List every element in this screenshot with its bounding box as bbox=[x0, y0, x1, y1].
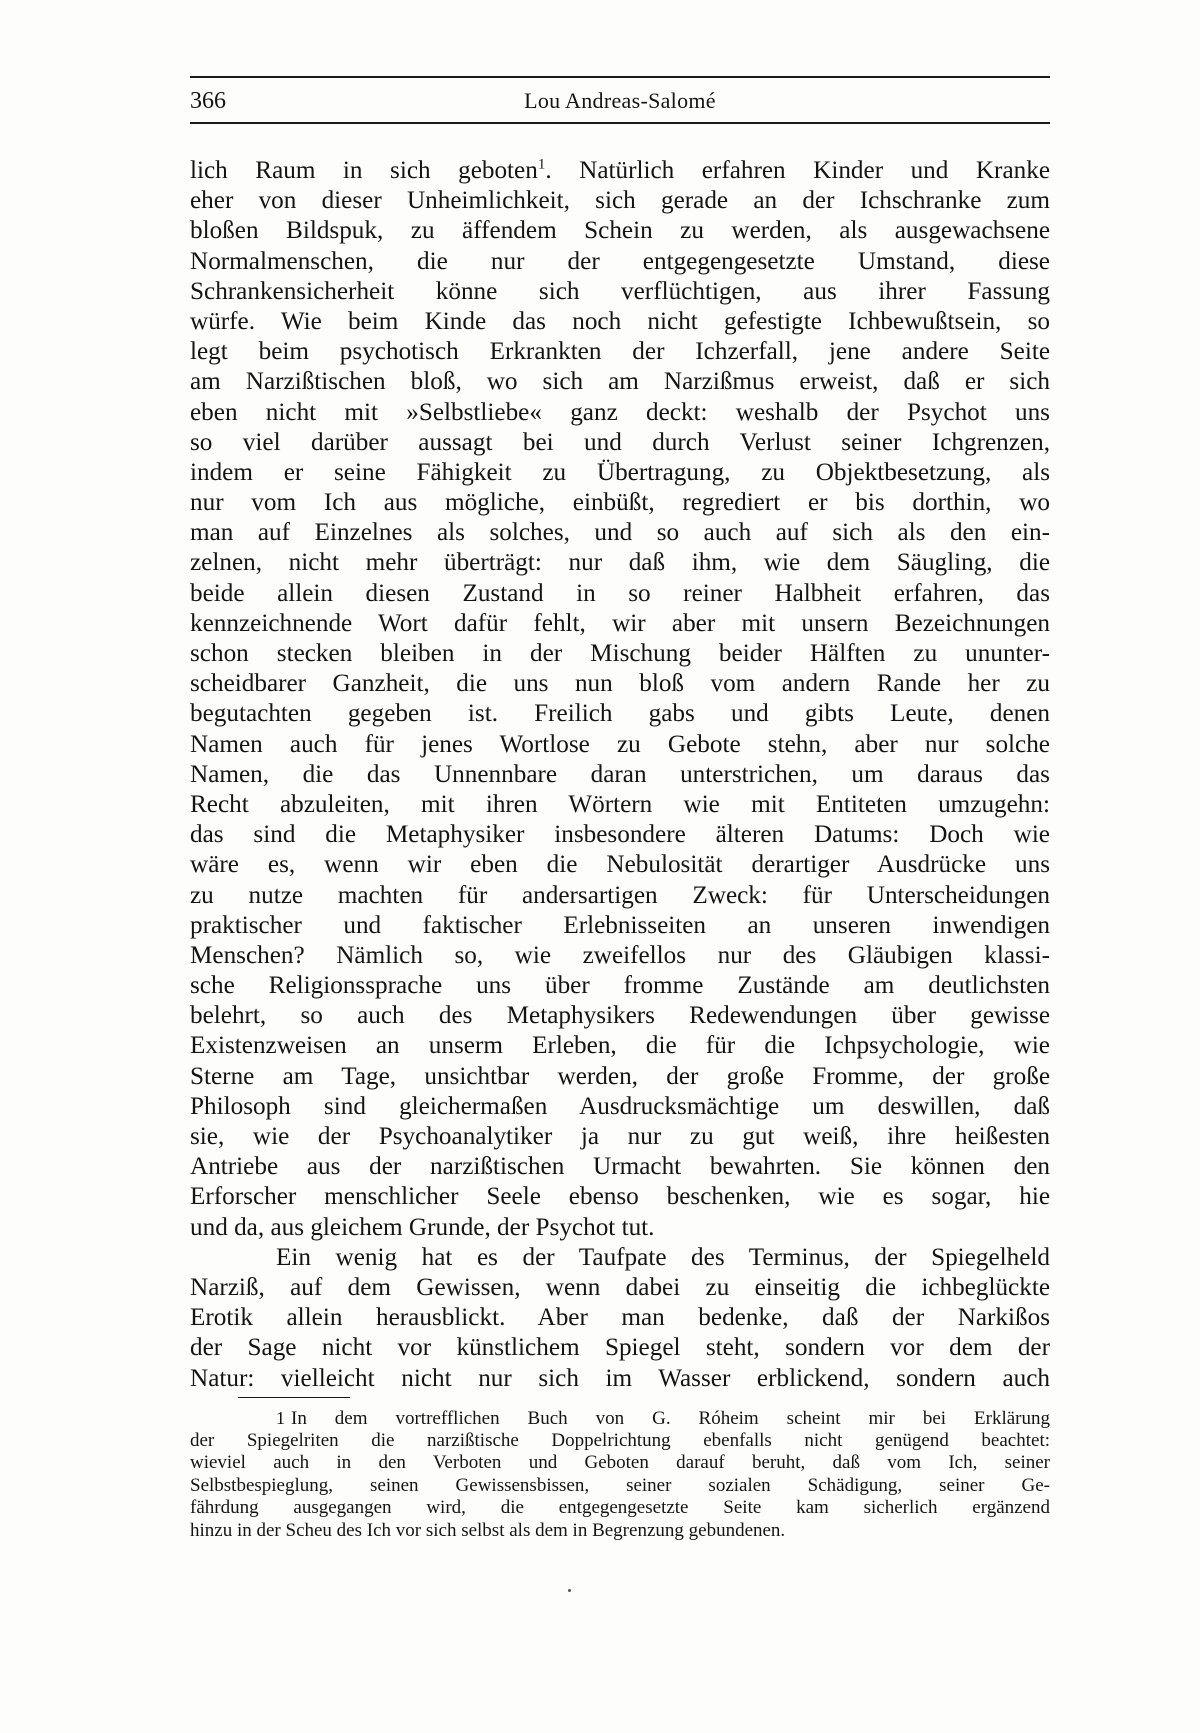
text-line: wäre es, wenn wir eben die Nebulosität derartiger Ausdrücke uns bbox=[190, 851, 1050, 879]
footnote-line: 1 In dem vortrefflichen Buch von G. Róheim scheint mir bei Erklärung bbox=[276, 1408, 1050, 1429]
text-line: kennzeichnende Wort dafür fehlt, wir aber mit unsern Bezeichnungen bbox=[190, 609, 1050, 637]
text-line: scheidbarer Ganzheit, die uns nun bloß vom andern Rande her zu bbox=[190, 670, 1050, 698]
text-line: nur vom Ich aus mögliche, einbüßt, regrediert er bis dorthin, wo bbox=[190, 489, 1050, 517]
text-line: so viel darüber aussagt bei und durch Verlust seiner Ichgrenzen, bbox=[190, 428, 1050, 456]
text-line: man auf Einzelnes als solches, und so auch auf sich als den ein- bbox=[190, 519, 1050, 547]
text-line: und da, aus gleichem Grunde, der Psychot tut. bbox=[190, 1213, 655, 1241]
text-line: Recht abzuleiten, mit ihren Wörtern wie mit Entiteten umzugehn: bbox=[190, 790, 1050, 818]
footnote-rule bbox=[238, 1397, 350, 1398]
text-line: das sind die Metaphysiker insbesondere älteren Datums: Doch wie bbox=[190, 821, 1050, 849]
text-line: Namen auch für jenes Wortlose zu Gebote stehn, aber nur solche bbox=[190, 730, 1050, 758]
text-line: Erotik allein herausblickt. Aber man bedenke, daß der Narkißos bbox=[190, 1304, 1050, 1332]
text-line: sie, wie der Psychoanalytiker ja nur zu gut weiß, ihre heißesten bbox=[190, 1123, 1050, 1150]
footnote-line: fährdung ausgegangen wird, die entgegengesetzte Seite kam sicherlich ergänzend bbox=[190, 1497, 1050, 1518]
running-head: Lou Andreas-Salomé bbox=[524, 88, 716, 113]
text-line: Narziß, auf dem Gewissen, wenn dabei zu einseitig die ichbeglückte bbox=[190, 1273, 1050, 1301]
text-line: sche Religionssprache uns über fromme Zustände am deutlichsten bbox=[190, 972, 1050, 1000]
text-line: zu nutze machten für andersartigen Zweck: für Unterscheidungen bbox=[190, 881, 1050, 909]
footnote bbox=[190, 1407, 1050, 1542]
text-line: Sterne am Tage, unsichtbar werden, der große Fromme, der große bbox=[190, 1062, 1050, 1090]
print-speck bbox=[568, 1589, 571, 1592]
page-header bbox=[190, 76, 1050, 124]
text-line: indem er seine Fähigkeit zu Übertragung, zu Objektbesetzung, als bbox=[190, 458, 1050, 486]
text-line: der Sage nicht vor künstlichem Spiegel steht, sondern vor dem der bbox=[190, 1334, 1050, 1362]
footnote-line: hinzu in der Scheu des Ich vor sich selbst als dem in Begrenzung gebundenen. bbox=[190, 1519, 786, 1541]
footnote-reference: 1 bbox=[537, 156, 546, 173]
footnote-line: wieviel auch in den Verboten und Geboten darauf beruht, daß vom Ich, seiner bbox=[190, 1452, 1050, 1473]
text-line: Schrankensicherheit könne sich verflüchtigen, aus ihrer Fassung bbox=[190, 277, 1050, 305]
text-line: belehrt, so auch des Metaphysikers Redewendungen über gewisse bbox=[190, 1002, 1050, 1030]
footnote-mark: 1 bbox=[276, 1408, 285, 1428]
text-line: Existenzweisen an unserm Erleben, die für die Ichpsychologie, wie bbox=[190, 1032, 1050, 1060]
text-line: Philosoph sind gleichermaßen Ausdrucksmächtige um deswillen, daß bbox=[190, 1092, 1050, 1120]
text-line: begutachten gegeben ist. Freilich gabs und gibts Leute, denen bbox=[190, 700, 1050, 728]
footnote-line: Selbstbespieglung, seinen Gewissensbissen, seiner sozialen Schädigung, seiner Ge- bbox=[190, 1474, 1050, 1496]
text-line: bloßen Bildspuk, zu äffendem Schein zu werden, als ausgewachsene bbox=[190, 217, 1050, 245]
text-line: am Narzißtischen bloß, wo sich am Narzißmus erweist, daß er sich bbox=[190, 368, 1050, 396]
text-line: Namen, die das Unnennbare daran unterstrichen, um daraus das bbox=[190, 760, 1050, 788]
text-line: praktischer und faktischer Erlebnisseiten an unseren inwendigen bbox=[190, 911, 1050, 939]
text-line: würfe. Wie beim Kinde das noch nicht gefestigte Ichbewußtsein, so bbox=[190, 307, 1050, 335]
text-line: eher von dieser Unheimlichkeit, sich gerade an der Ichschranke zum bbox=[190, 187, 1050, 215]
page-number: 366 bbox=[190, 88, 226, 114]
text-line: Natur: vielleicht nicht nur sich im Wasser erblickend, sondern auch bbox=[190, 1364, 1050, 1392]
text-line: lich Raum in sich geboten$^1$. Natürlich erfahren Kinder und Kranke bbox=[190, 156, 1050, 184]
text-line: Antriebe aus der narzißtischen Urmacht bewahrten. Sie können den bbox=[190, 1153, 1050, 1181]
text-line: Ein wenig hat es der Taufpate des Terminus, der Spiegelheld bbox=[276, 1243, 1050, 1271]
body-text bbox=[190, 156, 1050, 1394]
text-line: legt beim psychotisch Erkrankten der Ichzerfall, jene andere Seite bbox=[190, 338, 1050, 366]
text-line: schon stecken bleiben in der Mischung beider Hälften zu ununter- bbox=[190, 640, 1050, 667]
text-line: Normalmenschen, die nur der entgegengesetzte Umstand, diese bbox=[190, 247, 1050, 275]
text-line: Menschen? Nämlich so, wie zweifellos nur des Gläubigen klassi- bbox=[190, 941, 1050, 969]
text-line: eben nicht mit »Selbstliebe« ganz deckt: weshalb der Psychot uns bbox=[190, 398, 1050, 426]
text-line: Erforscher menschlicher Seele ebenso beschenken, wie es sogar, hie bbox=[190, 1183, 1050, 1211]
text-line: beide allein diesen Zustand in so reiner Halbheit erfahren, das bbox=[190, 579, 1050, 607]
text-line: zelnen, nicht mehr überträgt: nur daß ihm, wie dem Säugling, die bbox=[190, 549, 1050, 577]
footnote-line: der Spiegelriten die narzißtische Doppelrichtung ebenfalls nicht genügend beachtet: bbox=[190, 1429, 1050, 1451]
